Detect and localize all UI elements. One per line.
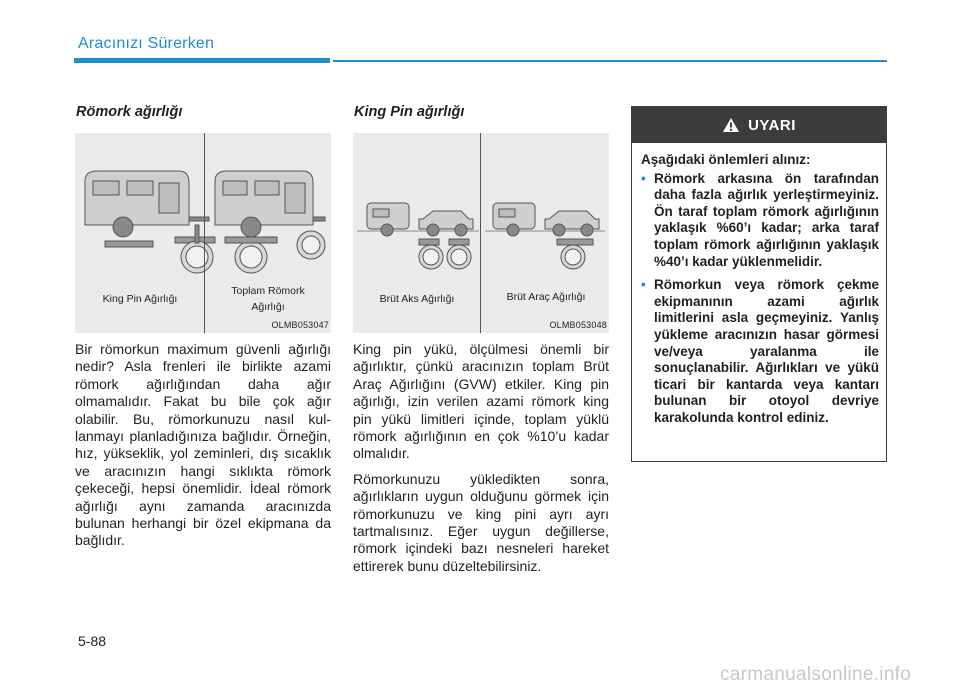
figure-code: OLMB053048: [549, 320, 607, 330]
warning-header: [632, 107, 886, 143]
warning-label: UYARI: [748, 116, 796, 134]
king-pin-weight-body: [353, 341, 609, 583]
warning-body: [641, 152, 879, 434]
warning-triangle-icon: [722, 117, 740, 133]
trailer-weight-figure: [75, 133, 331, 333]
total-trailer-weight-caption-line2: Ağırlığı: [251, 301, 285, 313]
warning-item-text: Römorkun veya römork çekme ekipmanının azami ağırlık limitlerini asla geçmeyiniz. Yanlış yükleme aracınızın hasar görmesi ve/veya yaralanma ile sonuçlanabilir. Ağırlıkları ve yükü ticari bir kantarda veya kantarı bulunan bir otoyol devriye karakolunda kontrol ediniz.: [654, 277, 879, 425]
header-rule-thick: [74, 58, 330, 63]
warning-list: [641, 171, 879, 427]
gross-vehicle-weight-caption: Brüt Araç Ağırlığı: [506, 291, 586, 303]
figure-divider: [480, 133, 481, 333]
total-trailer-weight-caption: [207, 283, 329, 315]
warning-item-text: Römork arkasına ön tarafından daha fazla ağırlık yerleştirmeyiniz. Ön taraf toplam römork ağırlığının yaklaşık %60’ı kadar; arka taraf toplam römork ağırlığının yaklaşık %40’ı kadar yüklenmelidir.: [654, 170, 879, 269]
warning-item: [641, 277, 879, 426]
watermark: carmanualsonline.info: [720, 664, 912, 685]
bullet-icon: •: [641, 277, 646, 293]
trailer-weight-body: [75, 341, 331, 558]
page-number: 5-88: [78, 633, 107, 649]
gross-axle-weight-caption: Brüt Aks Ağırlığı: [379, 293, 455, 305]
trailer-weight-paragraph: Bir römorkun maximum güvenli ağırlığı nedir? Asla frenleri ile birlikte azami römork ağırlığından daha ağır olmamalıdır. Fakat bu bile çok ağır olabilir. Bu, römorkunuzu nasıl kullanmayı planladığınıza bağlıdır. Örneğin, hız, yükseklik, yol zeminleri, dış sıcaklık ve aracınızın hangi sıklıkta römork çekeceği, hepsi önemlidir. İdeal römork ağırlığı aynı zamanda aracınızda bulunan herhangi bir özel ekipmana da bağlıdır.: [75, 341, 331, 549]
trailer-weight-title: Römork ağırlığı: [76, 104, 183, 120]
figure-divider: [204, 133, 205, 333]
warning-intro: Aşağıdaki önlemleri alınız:: [641, 152, 811, 167]
king-pin-weight-caption: King Pin Ağırlığı: [102, 293, 178, 305]
king-pin-weight-title: King Pin ağırlığı: [354, 104, 465, 120]
warning-item: [641, 171, 879, 271]
king-pin-paragraph-2: Römorkunuzu yükledikten sonra, ağırlıkların uygun olduğunu görmek için römorkunuzu ve king pini ayrı ayrı tartmalısınız. Eğer uygun değillerse, römork içindeki bazı nesneleri hareket ettirerek bunu düzeltebilirsiniz.: [353, 470, 609, 574]
section-header-title: Aracınızı Sürerken: [78, 35, 215, 52]
total-trailer-weight-caption-line1: Toplam Römork: [231, 285, 305, 297]
warning-box: [631, 106, 887, 462]
figure-code: OLMB053047: [271, 320, 329, 330]
bullet-icon: •: [641, 170, 646, 186]
king-pin-paragraph-1: King pin yükü, ölçülmesi önemli bir ağırlıktır, çünkü aracınızın toplam Brüt Araç Ağırlığını (GVW) etkiler. King pin ağırlığı, izin verilen azami römork king pin yükü limitleri içinde, toplam yüklü römork ağırlığının en çok %10’u kadar olmalıdır.: [353, 341, 609, 462]
king-pin-weight-figure: [353, 133, 609, 333]
header-rule-thin: [333, 60, 887, 62]
